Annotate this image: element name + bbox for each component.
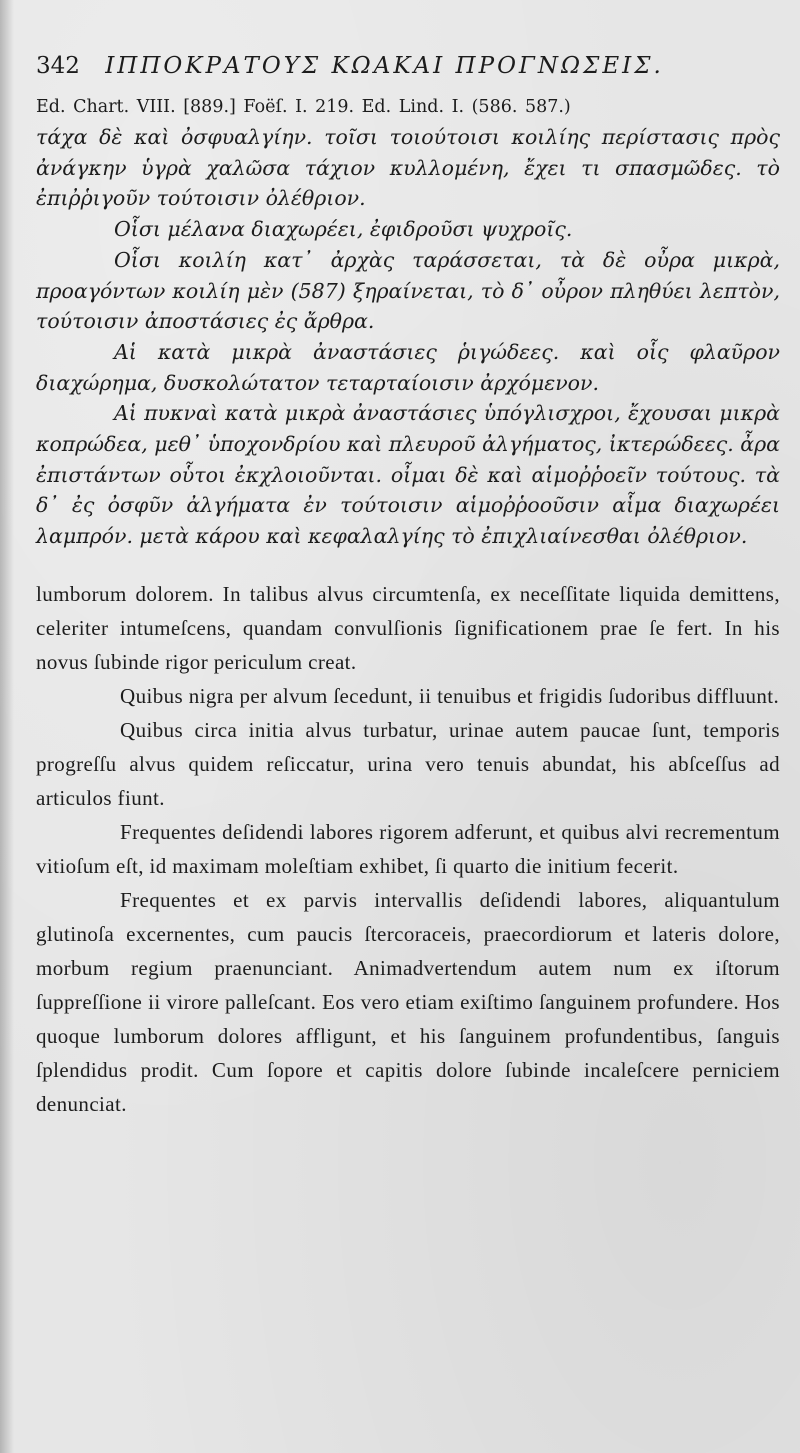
greek-text-block	[36, 122, 780, 552]
latin-paragraph: Quibus circa initia alvus turbatur, urinae autem paucae ſunt, temporis progreſſu alvus quidem reſiccatur, urina vero tenuis abundat, his abſceſſus ad articulos fiunt.	[36, 717, 780, 810]
latin-paragraph: Frequentes et ex parvis intervallis deſidendi labores, aliquantulum glutinoſa excernentes, cum paucis ſtercoraceis, praecordiorum et lateris dolore, morbum regium praenunciant. Animadvertendum autem num ex iſtorum ſuppreſſione ii virore palleſcant. Eos vero etiam exiſtimo ſanguinem profundere. Hos quoque lumborum dolores affligunt, et his ſanguinem profundentibus, ſanguis ſplendidus prodit. Cum ſopore et capitis dolore ſubinde incaleſcere perniciem denunciat.	[36, 887, 780, 1116]
latin-paragraph: Frequentes deſidendi labores rigorem adferunt, et quibus alvi recrementum vitioſum eſt, id maximam moleſtiam exhibet, ſi quarto die initium fecerit.	[36, 819, 780, 878]
latin-paragraph: Quibus nigra per alvum ſecedunt, ii tenuibus et frigidis ſudoribus diffluunt.	[120, 683, 780, 708]
latin-translation-block	[36, 577, 780, 1121]
greek-paragraph: Οἷσι μέλανα διαχωρέει, ἐφιδροῦσι ψυχροῖς.	[114, 217, 573, 242]
running-head	[36, 44, 780, 88]
greek-paragraph: Αἱ κατὰ μικρὰ ἀναστάσιες ῥιγώδεες. καὶ οἷς φλαῦρον διαχώρημα, δυσκολώτατον τεταρταίοισιν ἀρχόμενον.	[36, 339, 780, 395]
latin-paragraph: lumborum dolorem. In talibus alvus circumtenſa, ex neceſſitate liquida demittens, celeriter intumeſcens, quandam convulſionis ſignificationem prae ſe fert. In his novus ſubinde rigor periculum creat.	[36, 581, 780, 674]
greek-paragraph: Αἱ πυκναὶ κατὰ μικρὰ ἀναστάσιες ὑπόγλισχροι, ἔχουσαι μικρὰ κοπρώδεα, μεθ᾽ ὑποχονδρίου καὶ πλευροῦ ἀλγήματος, ἰκτερώδεες. ἆρα ἐπιστάντων οὗτοι ἐκχλοιοῦνται. οἶμαι δὲ καὶ αἱμοῤῥοεῖν τούτους. τὰ δ᾽ ἐς ὀσφῦν ἀλγήματα ἐν τούτοισιν αἱμοῤῥοοῦσιν αἷμα διαχωρέει λαμπρόν. μετὰ κάρου καὶ κεφαλαλγίης τὸ ἐπιχλιαίνεσθαι ὀλέθριον.	[36, 401, 780, 549]
greek-paragraph: Οἷσι κοιλίη κατ᾽ ἀρχὰς ταράσσεται, τὰ δὲ οὖρα μικρὰ, προαγόντων κοιλίη μὲν (587) ξηραίνεται, τὸ δ᾽ οὖρον πληθύει λεπτὸν, τούτοισιν ἀποστάσιες ἐς ἄρθρα.	[36, 247, 780, 334]
running-title: ΙΠΠΟΚΡΑΤΟΥΣ ΚΩΑΚΑΙ ΠΡΟΓΝΩΣΕΙΣ.	[105, 53, 664, 79]
page-number: 342	[36, 53, 80, 79]
greek-paragraph: τάχα δὲ καὶ ὀσφυαλγίην. τοῖσι τοιούτοισι κοιλίης περίστασις πρὸς ἀνάγκην ὑγρὰ χαλῶσα τάχιον κυλλομένη, ἔχει τι σπασμῶδες. τὸ ἐπιῤῥιγοῦν τούτοισιν ὀλέθριον.	[36, 125, 780, 211]
edition-references: Ed. Chart. VIII. [889.] Foëſ. I. 219. Ed. Lind. I. (586. 587.)	[36, 97, 571, 117]
